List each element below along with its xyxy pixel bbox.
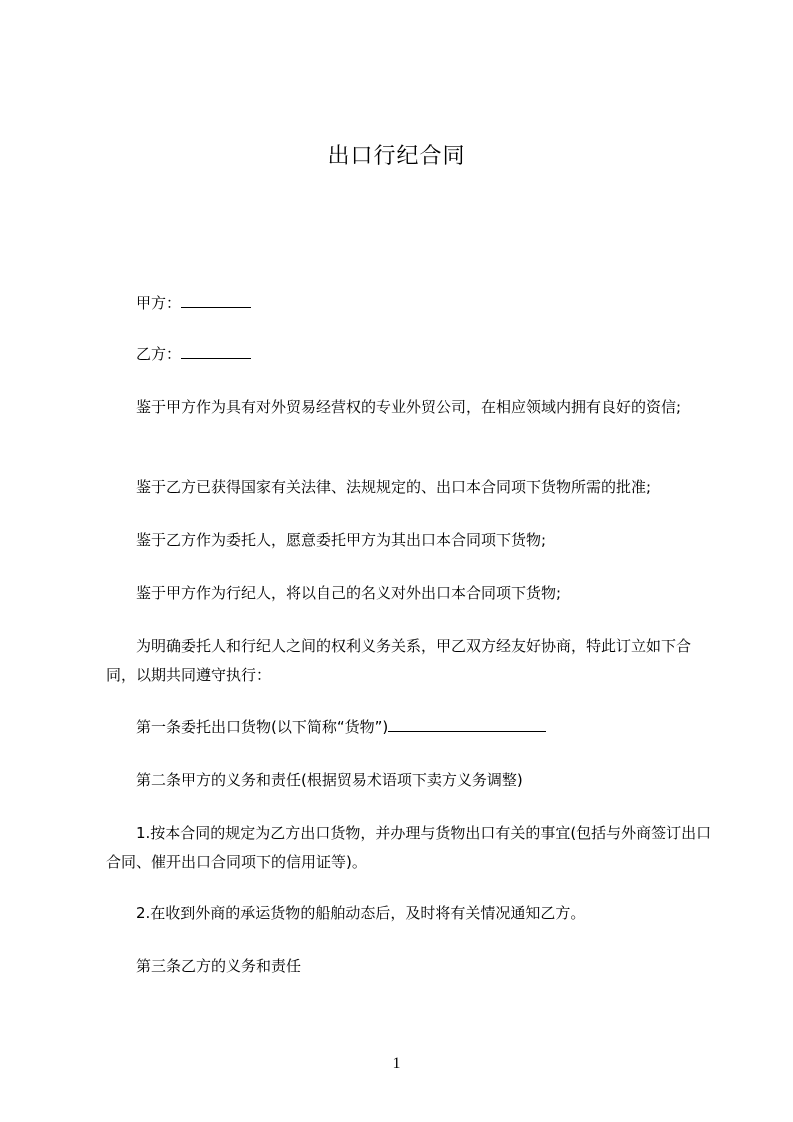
article-3-heading: 第三条乙方的义务和责任 [136, 957, 302, 975]
article-2-item-2: 2.在收到外商的承运货物的船舶动态后，及时将有关情况通知乙方。 [136, 904, 586, 922]
party-b-label: 乙方： [136, 345, 182, 363]
paragraph-recital-2: 鉴于乙方已获得国家有关法律、法规规定的、出口本合同项下货物所需的批准; [136, 478, 652, 496]
page-number: 1 [392, 1055, 401, 1072]
party-b-blank [181, 344, 251, 359]
party-a-line [106, 289, 718, 318]
paragraph-recital-1: 鉴于甲方作为具有对外贸易经营权的专业外贸公司，在相应领域内拥有良好的资信; [136, 398, 682, 416]
paragraph-recital-4: 鉴于甲方作为行纪人，将以自己的名义对外出口本合同项下货物; [136, 584, 562, 602]
article-2-heading: 第二条甲方的义务和责任(根据贸易术语项下卖方义务调整) [136, 771, 523, 789]
paragraph-purpose: 为明确委托人和行纪人之间的权利义务关系，甲乙双方经友好协商，特此订立如下合同，以期共同遵守执行： [106, 637, 692, 684]
party-a-blank [181, 293, 251, 308]
article-1-blank [388, 717, 546, 732]
article-1-heading: 第一条委托出口货物(以下简称“货物”) [136, 718, 389, 736]
paragraph-recital-3: 鉴于乙方作为委托人，愿意委托甲方为其出口本合同项下货物; [136, 531, 547, 549]
party-a-label: 甲方： [136, 294, 182, 312]
document-title: 出口行纪合同 [327, 144, 466, 169]
article-1-line [106, 713, 718, 742]
article-2-item-1: 1.按本合同的规定为乙方出口货物，并办理与货物出口有关的事宜(包括与外商签订出口合同、催开出口合同项下的信用证等)。 [106, 824, 712, 871]
party-b-line [106, 340, 718, 369]
